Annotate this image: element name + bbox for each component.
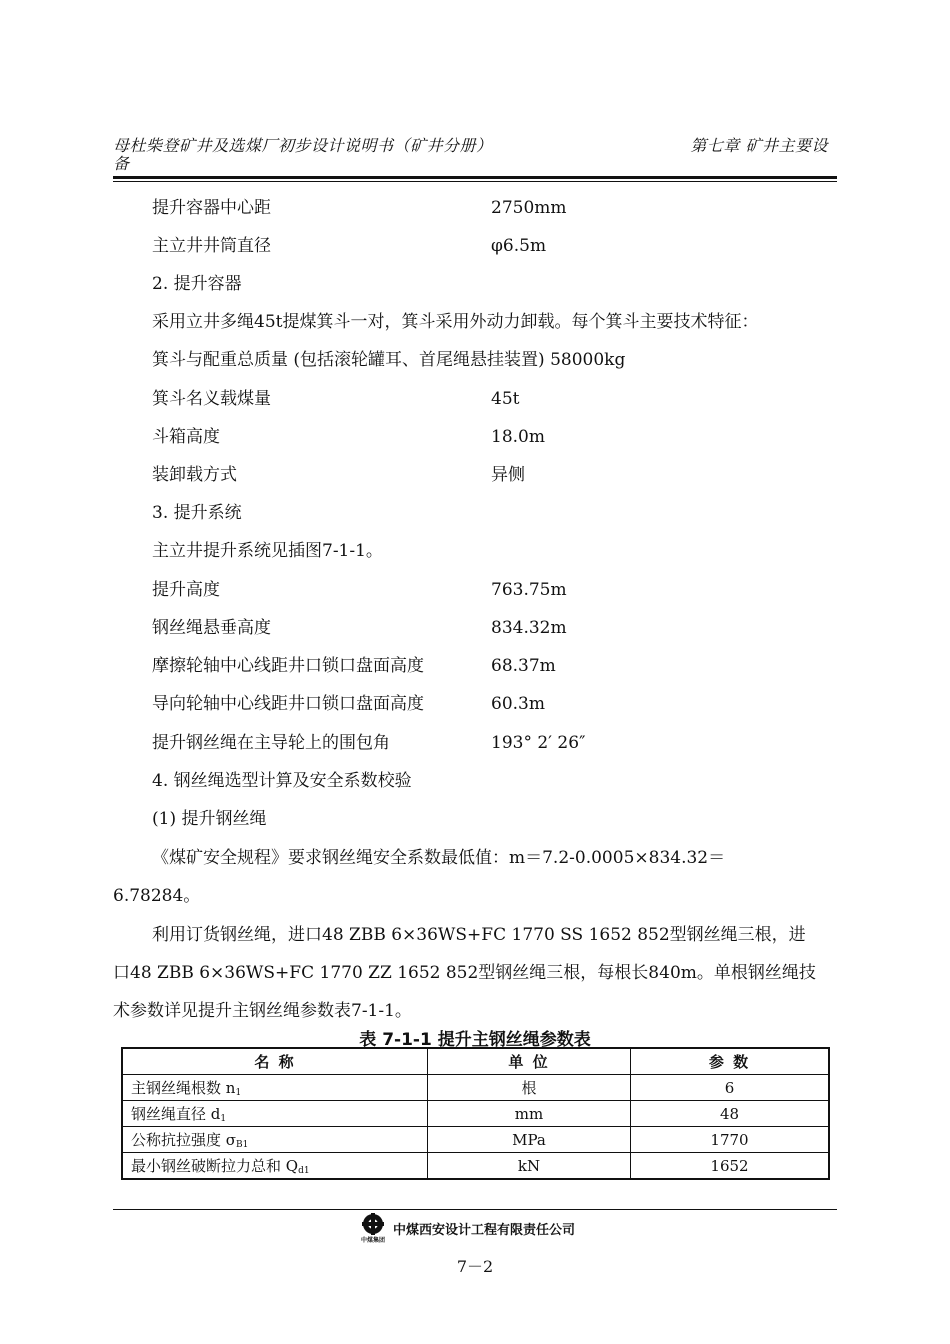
paragraph-safety-factor-line1: 《煤矿安全规程》要求钢丝绳安全系数最低值：m＝7.2-0.0005×834.32＝ [152, 848, 726, 868]
table-header-unit: 单 位 [428, 1048, 631, 1075]
spec-value-box-height: 18.0m [491, 427, 545, 447]
header-rule-thin [113, 181, 837, 182]
table-row [122, 1101, 829, 1127]
paragraph-rope-order-line1: 利用订货钢丝绳，进口48 ZBB 6×36WS+FC 1770 SS 1652 852型钢丝绳三根，进 [152, 925, 806, 945]
paragraph-skip-mass: 箕斗与配重总质量 (包括滚轮罐耳、首尾绳悬挂装置) 58000kg [152, 350, 626, 370]
spec-value-nominal-load: 45t [491, 389, 520, 409]
paragraph-hoist-system-ref: 主立井提升系统见插图7-1-1。 [152, 541, 383, 561]
spec-label-loading-mode: 装卸载方式 [152, 465, 237, 485]
spec-value-container-center-distance: 2750mm [491, 198, 567, 218]
spec-value-hoist-height: 763.75m [491, 580, 567, 600]
table-header-row [122, 1048, 829, 1075]
paragraph-safety-factor-line2: 6.78284。 [113, 886, 201, 906]
table-cell-name: 公称抗拉强度 $\sigma_{B1}$ [122, 1127, 428, 1153]
svg-text:中煤集团: 中煤集团 [360, 1237, 386, 1243]
table-caption: 表 7-1-1 提升主钢丝绳参数表 [359, 1030, 591, 1050]
spec-value-wrap-angle: 193° 2′ 26″ [491, 733, 586, 753]
paragraph-rope-order-line2: 口48 ZBB 6×36WS+FC 1770 ZZ 1652 852型钢丝绳三根，每根长840m。单根钢丝绳技 [113, 963, 816, 983]
table-row [122, 1153, 829, 1180]
company-name: 中煤西安设计工程有限责任公司 [393, 1223, 576, 1238]
table-cell-unit: 根 [428, 1075, 631, 1101]
table-cell-value: 1652 [631, 1153, 830, 1180]
spec-label-container-center-distance: 提升容器中心距 [152, 198, 271, 218]
header-title-wrap: 备 [113, 154, 130, 173]
spec-label-box-height: 斗箱高度 [152, 427, 220, 447]
table-cell-value: 48 [631, 1101, 830, 1127]
section-heading-2: 2. 提升容器 [152, 274, 242, 294]
table-cell-unit: kN [428, 1153, 631, 1180]
spec-label-nominal-load: 箕斗名义载煤量 [152, 389, 271, 409]
spec-label-hoist-height: 提升高度 [152, 580, 220, 600]
header-title [113, 137, 533, 173]
header-title-line1: 母杜柴登矿井及选煤厂初步设计说明书（矿井分册） [113, 136, 493, 155]
paragraph-rope-order-line3: 术参数详见提升主钢丝绳参数表7-1-1。 [113, 1001, 412, 1021]
table-row [122, 1127, 829, 1153]
table-header-name: 名 称 [122, 1048, 428, 1075]
table-cell-value: 1770 [631, 1127, 830, 1153]
spec-label-shaft-diameter: 主立井井筒直径 [152, 236, 271, 256]
spec-value-shaft-diameter: φ6.5m [491, 236, 547, 256]
table-cell-unit: mm [428, 1101, 631, 1127]
subsection-heading-1: (1) 提升钢丝绳 [152, 809, 267, 829]
spec-value-rope-hang-height: 834.32m [491, 618, 567, 638]
section-heading-3: 3. 提升系统 [152, 503, 242, 523]
spec-value-friction-wheel-height: 68.37m [491, 656, 556, 676]
spec-label-guide-wheel-height: 导向轮轴中心线距井口锁口盘面高度 [152, 694, 424, 714]
table-header-value: 参 数 [631, 1048, 830, 1075]
table-cell-unit: MPa [428, 1127, 631, 1153]
spec-label-wrap-angle: 提升钢丝绳在主导轮上的围包角 [152, 733, 390, 753]
table-row [122, 1075, 829, 1101]
spec-value-guide-wheel-height: 60.3m [491, 694, 545, 714]
table-cell-name: 钢丝绳直径 $d_1$ [122, 1101, 428, 1127]
spec-label-rope-hang-height: 钢丝绳悬垂高度 [152, 618, 271, 638]
spec-label-friction-wheel-height: 摩擦轮轴中心线距井口锁口盘面高度 [152, 656, 424, 676]
table-cell-name: 最小钢丝破断拉力总和 $Q_{d1}$ [122, 1153, 428, 1180]
rope-parameter-table [121, 1047, 830, 1180]
header-chapter: 第七章 矿井主要设 [690, 136, 828, 155]
header-rule-thick [113, 176, 837, 179]
footer-rule [113, 1209, 837, 1210]
section-heading-4: 4. 钢丝绳选型计算及安全系数校验 [152, 771, 412, 791]
page-number: 7－2 [456, 1257, 494, 1276]
paragraph-skip-intro: 采用立井多绳45t提煤箕斗一对，箕斗采用外动力卸载。每个箕斗主要技术特征： [152, 312, 759, 332]
company-logo [356, 1213, 390, 1243]
table-cell-name: 主钢丝绳根数 $n_1$ [122, 1075, 428, 1101]
table-cell-value: 6 [631, 1075, 830, 1101]
spec-value-loading-mode: 异侧 [491, 465, 525, 485]
